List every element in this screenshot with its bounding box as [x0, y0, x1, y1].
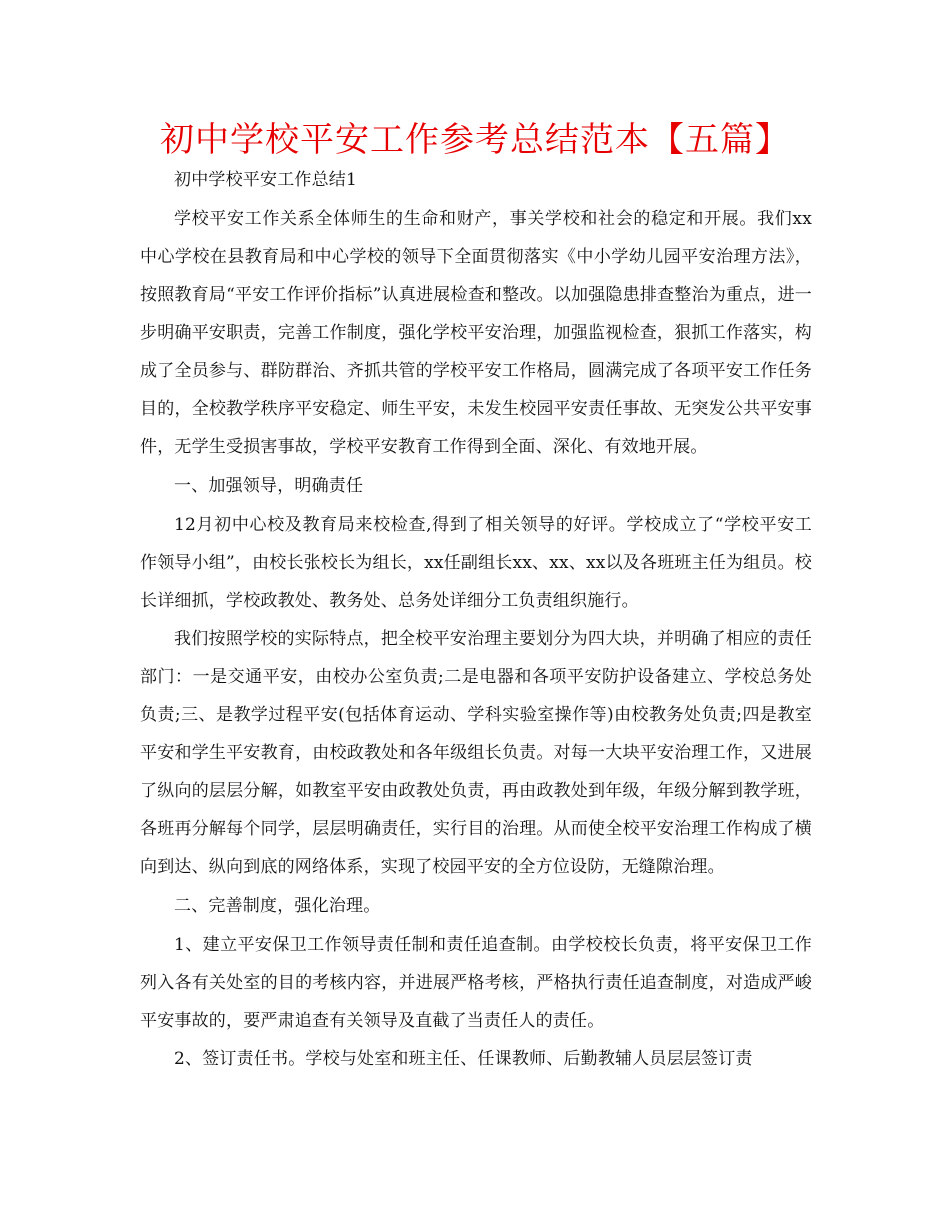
paragraph-leadership-group: 12月初中心校及教育局来校检查,得到了相关领导的好评。学校成立了“学校平安工作领导小组”，由校长张校长为组长，xx任副组长xx、xx、xx以及各班班主任为组员。校长详细抓，学校政教处、教务处、总务处详细分工负责组织施行。 [140, 515, 812, 611]
heading-leadership: 一、加强领导，明确责任 [174, 476, 364, 496]
paragraph-item-2: 2、签订责任书。学校与处室和班主任、任课教师、后勤教辅人员层层签订责 [174, 1049, 753, 1069]
section-title-1: 初中学校平安工作总结1 [174, 170, 358, 190]
heading-system: 二、完善制度，强化治理。 [174, 896, 381, 916]
paragraph-intro: 学校平安工作关系全体师生的生命和财产，事关学校和社会的稳定和开展。我们xx中心学校在县教育局和中心学校的领导下全面贯彻落实《中小学幼儿园平安治理方法》，按照教育局“平安工作评价指标”认真进展检查和整改。以加强隐患排查整治为重点，进一步明确平安职责，完善工作制度，强化学校平安治理，加强监视检查，狠抓工作落实，构成了全员参与、群防群治、齐抓共管的学校平安工作格局，圆满完成了各项平安工作任务目的，全校教学秩序平安稳定、师生平安，未发生校园平安责任事故、无突发公共平安事件，无学生受损害事故，学校平安教育工作得到全面、深化、有效地开展。 [140, 209, 812, 457]
document-body [140, 160, 812, 1078]
document-title: 初中学校平安工作参考总结范本【五篇】 [160, 120, 790, 160]
paragraph-responsibility-division: 我们按照学校的实际特点，把全校平安治理主要划分为四大块，并明确了相应的责任部门：一是交通平安，由校办公室负责;二是电器和各项平安防护设备建立、学校总务处负责;三、是教学过程平安(包括体育运动、学科实验室操作等)由校教务处负责;四是教室平安和学生平安教育，由校政教处和各年级组长负责。对每一大块平安治理工作，又进展了纵向的层层分解，如教室平安由政教处负责，再由政教处到年级，年级分解到教学班，各班再分解每个同学，层层明确责任，实行目的治理。从而使全校平安治理工作构成了横向到达、纵向到底的网络体系，实现了校园平安的全方位设防，无缝隙治理。 [140, 629, 812, 877]
paragraph-item-1: 1、建立平安保卫工作领导责任制和责任追查制。由学校校长负责，将平安保卫工作列入各有关处室的目的考核内容，并进展严格考核，严格执行责任追查制度，对造成严峻平安事故的，要严肃追查有关领导及直截了当责任人的责任。 [140, 935, 812, 1031]
